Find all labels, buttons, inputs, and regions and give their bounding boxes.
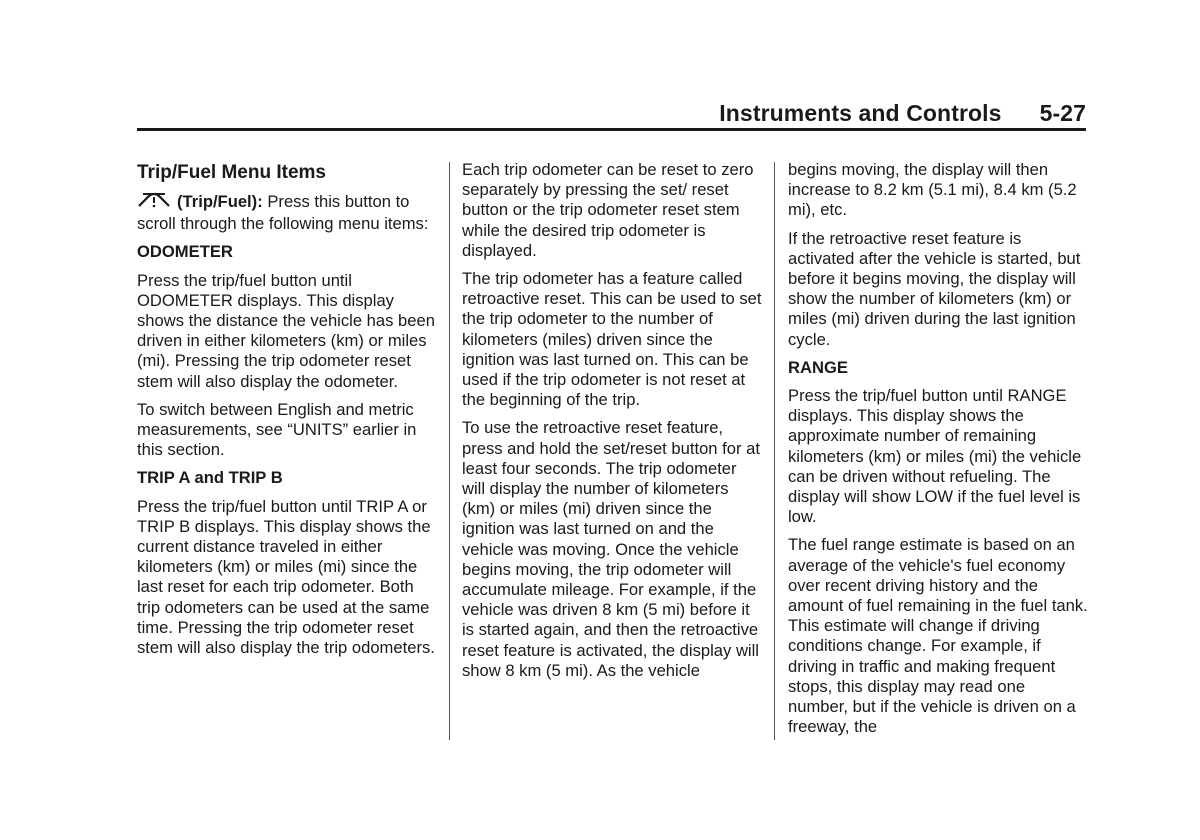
fuel-range-paragraph: The fuel range estimate is based on an average of the vehicle's fuel economy over recent driving history and the amount of fuel remaining in the fuel tank. This estimate will change if driving conditions change. For example, if driving in traffic and making frequent stops, this display may read one number, but if the vehicle is driven on a freeway, the [788,535,1088,737]
column-middle [462,160,762,689]
units-paragraph: To switch between English and metric measurements, see “UNITS” earlier in this section. [137,399,417,460]
trip-paragraph: Press the trip/fuel button until TRIP A or TRIP B displays. This display shows the current distance traveled in either kilometers (km) or miles (mi) since the last reset for each trip odometer. Both trip odometers can be used at the same time. Pressing the trip odometer reset stem will also display the trip odometers. [137,496,435,658]
page-number: 5-27 [1039,100,1086,126]
retroactive-reset-paragraph: The trip odometer has a feature called retroactive reset. This can be used to set the trip odometer to the number of kilometers (miles) driven since the ignition was last turned on. This can be used if the trip odometer is not reset at the beginning of the trip. [462,269,762,410]
page-header [137,100,1086,127]
retroactive-howto-paragraph: To use the retroactive reset feature, press and hold the set/reset button for at least four seconds. The trip odometer will display the number of kilometers (km) or miles (mi) driven since the ignition was last turned on and the vehicle was moving. Once the vehicle begins moving, the trip odometer will accumulate mileage. For example, if the vehicle was driven 8 km (5 mi) before it is started again, and then the retroactive reset feature is activated, the display will show 8 km (5 mi). As the vehicle [462,418,760,680]
header-rule [137,128,1086,131]
section-title: Instruments and Controls [719,100,1002,126]
range-paragraph: Press the trip/fuel button until RANGE displays. This display shows the approximate number of remaining kilometers (km) or miles (mi) the vehicle can be driven without refueling. The display will show LOW if the fuel level is low. [788,386,1082,527]
column-left [137,160,437,666]
odometer-paragraph: Press the trip/fuel button until ODOMETER displays. This display shows the distance the vehicle has been driven in either kilometers (km) or miles (mi). Pressing the trip odometer reset stem will also display the odometer. [137,270,435,391]
trip-fuel-icon [137,191,171,214]
intro-text: Press this button to scroll through the following menu items: [137,192,429,234]
continued-paragraph: begins moving, the display will then increase to 8.2 km (5.1 mi), 8.4 km (5.2 mi), etc. [788,160,1077,220]
menu-section-heading: Trip/Fuel Menu Items [137,162,326,183]
intro-paragraph [137,191,437,234]
column-right [788,160,1088,745]
range-heading: RANGE [788,357,848,377]
activated-paragraph: If the retroactive reset feature is activated after the vehicle is started, but before it begins moving, the display will show the number of kilometers (km) or miles (mi) driven during the last ignition cycle. [788,228,1081,349]
column-divider [774,162,775,740]
intro-label: (Trip/Fuel): [177,192,263,211]
trip-heading: TRIP A and TRIP B [137,468,283,488]
column-divider [449,162,450,740]
odometer-heading: ODOMETER [137,242,233,262]
reset-paragraph: Each trip odometer can be reset to zero separately by pressing the set/ reset button or the trip odometer reset stem while the desired trip odometer is displayed. [462,160,754,260]
